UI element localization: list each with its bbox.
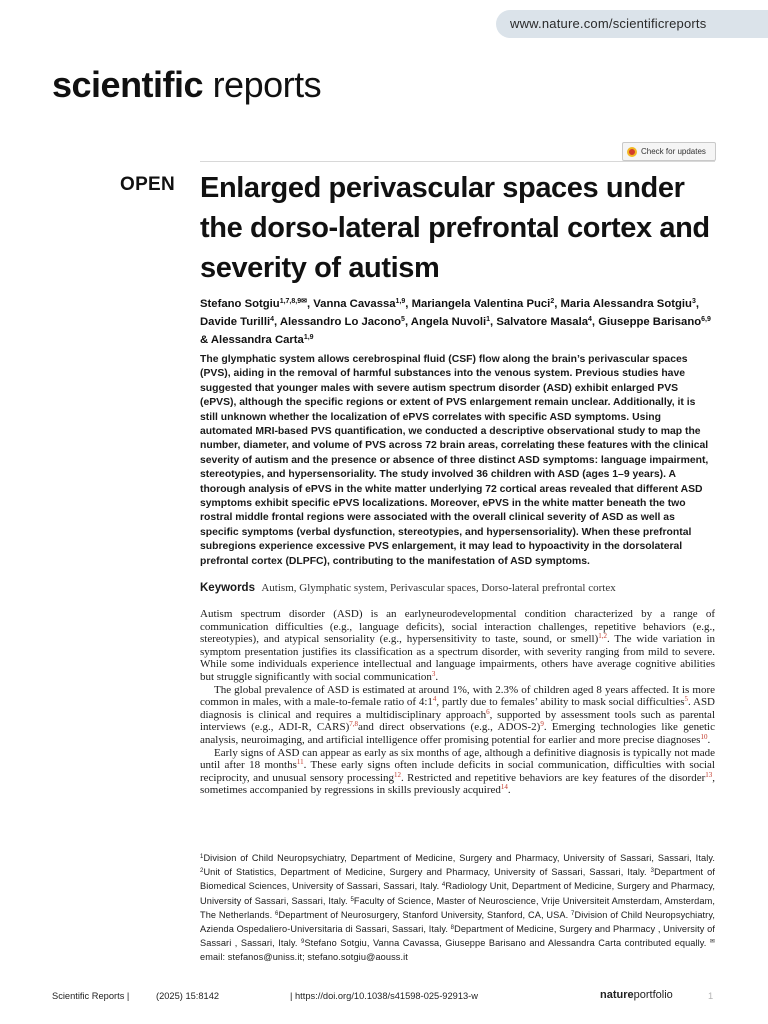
affiliation-number: 7 <box>571 910 575 917</box>
affiliation-number: ✉ <box>709 939 715 946</box>
citation-ref[interactable]: 9 <box>540 720 544 729</box>
author-name[interactable]: Alessandra Carta <box>210 334 304 346</box>
citation-ref[interactable]: 12 <box>394 770 402 779</box>
page-footer <box>0 985 768 1009</box>
author-affiliation-ref[interactable]: 2 <box>550 298 555 305</box>
citation-ref[interactable]: 7,8 <box>349 720 358 729</box>
author-name[interactable]: Angela Nuvoli <box>410 316 487 328</box>
author-name[interactable]: Davide Turilli <box>200 316 271 328</box>
crossmark-icon <box>627 147 637 157</box>
journal-url-pill[interactable] <box>496 10 768 38</box>
author-affiliation-ref[interactable]: 3 <box>691 298 696 305</box>
body-paragraph: Early signs of ASD can appear as early as six months of age, although a definitive diagnosis is typically not made until after 18 months$^{11}$. These early signs often include deficits in social communication, difficulties with social reciprocity, and unusual sensory processing$^{12}$. Restricted and repetitive behaviors are key features of the disorder$^{13}$, sometimes accompanied by regressions in skills previously acquired$^{14}$. <box>200 746 716 797</box>
author-name[interactable]: Maria Alessandra Sotgiu <box>560 298 692 310</box>
citation-ref[interactable]: 5 <box>684 695 689 704</box>
header-divider <box>200 161 715 162</box>
check-for-updates-button[interactable] <box>622 142 716 161</box>
affiliation-number: 5 <box>350 896 354 903</box>
publisher-bold: nature <box>600 989 634 1001</box>
keywords-list: Autism, Glymphatic system, Perivascular spaces, Dorso-lateral prefrontal cortex <box>261 582 616 594</box>
body-paragraph: The global prevalence of ASD is estimated at around 1%, with 2.3% of children aged 8 years affected. It is more common in males, with a male-to-female ratio of $4:1^4$, partly due to females’ ability to mask social difficulties$^5$. ASD diagnosis is clinical and requires a multidisciplinary approach$^6$, supported by assessment tools such as parental interviews (e.g., ADI-R, CARS)$^{7,8}$and direct observations (e.g., ADOS-2)$^9$. Emerging technologies like genetic analysis, neuroimaging, and artificial intelligence offer promising potential for earlier and more precise diagnoses$^{10}$. <box>200 683 716 746</box>
logo-light-part: reports <box>203 64 322 105</box>
author-name[interactable]: Vanna Cavassa <box>313 298 396 310</box>
citation-ref[interactable]: 14 <box>500 783 508 792</box>
author-affiliation-ref[interactable]: 1 <box>486 316 491 323</box>
article-title: Enlarged perivascular spaces under the dorso-lateral prefrontal cortex and severity of autism <box>200 172 710 284</box>
author-affiliation-ref[interactable]: 4 <box>270 316 275 323</box>
publisher-logo <box>600 989 673 1001</box>
abstract: The glymphatic system allows cerebrospinal fluid (CSF) flow along the brain’s perivascular spaces (PVS), aiding in the removal of harmful substances into the venous system. Previous studies have suggested that younger males with severe autism spectrum disorder (ASD) exhibit enlarged PVS (ePVS), although the specific regions or extent of PVS enlargement remain unclear. Additionally, it is still unknown whether the localization of ePVS correlates with specific ASD symptoms. Using automated MRI-based PVS quantification, we conducted a descriptive observational study to map the number, diameter, and volume of PVS across 72 brain areas, correlating these features with the clinical severity of autism and the presence or absence of three distinct ASD symptoms: language impairment, stereotypies, and hypersensoriality. The study involved 36 children with ASD (ages 1–9 years). A thorough analysis of ePVS in the white matter underlying 72 cortical areas revealed that different ASD symptoms exhibit specific ePVS localizations. Moreover, ePVS in the white matter beneath the two rostral middle frontal regions were associated with the overall clinical severity of ASD as well as specific symptoms (verbal dysfunction, stereotypies, and hypersensoriality). When these prefrontal subregions experience excessive PVS enlargement, it may lead to hypoactivity in the dorsolateral prefrontal cortex (DLPFC), contributing to the manifestation of ASD symptoms. <box>200 354 709 567</box>
publisher-light: portfolio <box>633 989 673 1001</box>
citation-ref[interactable]: 6 <box>486 707 490 716</box>
body-paragraph: Autism spectrum disorder (ASD) is an earlyneurodevelopmental condition characterized by a range of communication difficulties (e.g., language deficits), social interaction challenges, repetitive behaviors (e.g., stereotypies), and atypical sensoriality (e.g., hypersensitivity to taste, sound, or smell)$^{1,2}$. The wide variation in symptom presentation justifies its classification as a spectrum disorder, with severity ranging from mild to severe. While some individuals experience intellectual and language impairments, others have average cognitive abilities but struggle significantly with social communication$^3$. <box>200 608 715 683</box>
author-name[interactable]: Alessandro Lo Jacono <box>279 316 402 328</box>
keywords-label: Keywords <box>200 582 255 594</box>
author-name[interactable]: Giuseppe Barisano <box>598 316 702 328</box>
footer-journal: Scientific Reports | <box>52 991 130 1001</box>
affiliation-number: 2 <box>200 868 204 875</box>
citation-ref[interactable]: 13 <box>705 770 713 779</box>
citation-ref[interactable]: 4 <box>432 695 437 704</box>
author-affiliation-ref[interactable]: 5 <box>401 316 405 323</box>
open-access-label: OPEN <box>120 174 176 195</box>
journal-logo <box>52 64 321 106</box>
top-bar <box>0 0 768 44</box>
footer-doi-link[interactable]: | https://doi.org/10.1038/s41598-025-92913-w <box>290 991 478 1001</box>
affiliation-number: 6 <box>275 910 279 917</box>
citation-ref[interactable]: 3 <box>431 669 436 678</box>
citation-ref[interactable]: 11 <box>296 758 304 767</box>
author-name[interactable]: Stefano Sotgiu <box>200 298 280 310</box>
affiliation-number: 4 <box>441 882 446 889</box>
author-affiliation-ref[interactable]: 1,9 <box>303 334 314 341</box>
affiliation-number: 9 <box>301 939 305 946</box>
author-name[interactable]: Mariangela Valentina Puci <box>411 298 551 310</box>
logo-bold-part: scientific <box>52 64 204 105</box>
keywords <box>200 580 720 596</box>
check-for-updates-label: Check for updates <box>641 147 706 156</box>
affiliation-number: 8 <box>450 925 455 932</box>
affiliations: $^1$Division of Child Neuropsychiatry, Department of Medicine, Surgery and Pharmacy, University of Sassari, Sassari, Italy. $^2$Unit of Statistics, Department of Medicine, Surgery and Pharmacy, University of Sassari, Sassari, Italy. $^3$Department of Biomedical Sciences, University of Sassari, Sassari, Italy. $^4$Radiology Unit, Department of Medicine, Surgery and Pharmacy, University of Sassari, Sassari, Italy. $^5$Faculty of Science, Master of Neuroscience, Vrije Universiteit Amsterdam, Amsterdam, The Netherlands. $^6$Department of Neurosurgery, Stanford University, Stanford, CA, USA. $^7$Division of Child Neuropsychiatry, Azienda Ospedaliero-Universitaria di Sassari, Sassari, Italy. $^8$Department of Medicine, Surgery and Pharmacy , University of Sassari , Sassari, Italy. $^9$Stefano Sotgiu, Vanna Cavassa, Giuseppe Barisano and Alessandra Carta contributed equally. ✉email: stefanos@uniss.it; stefano.sotgiu@aouss.it <box>200 853 715 963</box>
citation-ref[interactable]: 10 <box>700 732 708 741</box>
affiliation-number: 3 <box>650 868 655 875</box>
author-affiliation-ref[interactable]: 1,9 <box>395 298 406 305</box>
author-affiliation-ref[interactable]: 4 <box>588 316 592 323</box>
author-affiliation-ref[interactable]: 6,9 <box>701 316 711 323</box>
citation-ref[interactable]: 1,2 <box>598 632 608 641</box>
article-body <box>200 608 715 797</box>
author-affiliation-ref[interactable]: 1,7,8,9✉ <box>279 298 307 305</box>
journal-url[interactable]: www.nature.com/scientificreports <box>510 16 707 31</box>
affiliation-number: 1 <box>200 854 204 860</box>
author-name[interactable]: Salvatore Masala <box>496 316 588 328</box>
page-number: 1 <box>708 991 714 1001</box>
author-list: Stefano Sotgiu$^{1,7,8,9✉}$, Vanna Cavassa$^{1,9}$, Mariangela Valentina Puci$^2$, Maria Alessandra Sotgiu$^3$, Davide Turilli$^4$, Alessandro Lo Jacono$^5$, Angela Nuvoli$^1$, Salvatore Masala$^4$, Giuseppe Barisano$^{6,9}$ & Alessandra Carta$^{1,9}$ <box>200 298 711 346</box>
footer-volume: (2025) 15:8142 <box>156 991 220 1001</box>
